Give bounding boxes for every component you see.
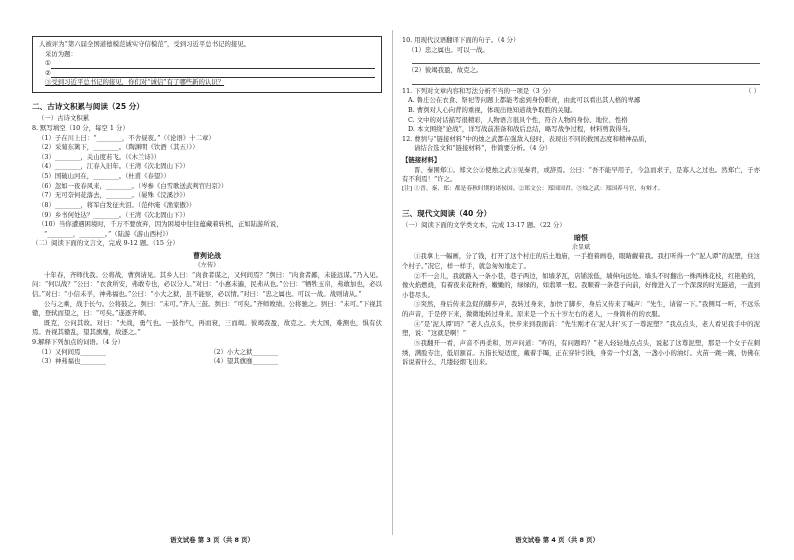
story-title: 暗恨: [574, 233, 588, 242]
box-q1-label: ①: [45, 59, 51, 68]
box-question-1: [39, 59, 375, 69]
right-column: [402, 36, 760, 368]
question-12-line-1: 12. 曹刿与“链接材料”中的烛之武都在强敌入侵时，表现出不同的救国态度和精神品质，: [402, 134, 651, 143]
q9-item: （2）小大之狱________: [210, 347, 278, 356]
answer-line[interactable]: [412, 76, 760, 85]
question-12-line-2: 请结合选文和“链接材料”，作简要分析。（4 分）: [414, 144, 552, 153]
subsection-1: （一）古诗文积累: [38, 114, 90, 123]
column-divider: [392, 30, 393, 535]
left-column: [32, 36, 382, 367]
q11-option: A. 鲁庄公在衣食、祭祀等问题上都能考虑到身份职责，由此可以看出其人格的卑鄙: [408, 96, 641, 105]
story-paragraph: ④“是‘泥人谭’吗？”老人点点头，快步来到我面前：“先生刚才在‘泥人轩’买了一尊泥塑？”我点点头，老人看见我手中的泥塑，说：“这就是啊！”: [402, 319, 760, 338]
box-line-1: 人被评为“第六届全国道德模范诚实守信模范”，受到习近平总书记的接见。: [39, 40, 251, 48]
q9-row: [32, 348, 382, 358]
q11-answer-paren[interactable]: （ ）: [745, 86, 760, 95]
box-q1-blank[interactable]: [51, 61, 375, 69]
link-material-title: 【链接材料】: [402, 156, 441, 165]
box-question-2: [39, 69, 375, 79]
question-10: 10. 用现代汉语翻译下面的句子。（4 分）: [402, 36, 520, 44]
answer-line[interactable]: [412, 55, 760, 64]
subsection-2: （二）阅读下面的文言文，完成 9-12 题。（15 分）: [32, 239, 179, 248]
section-2-title: 二、古诗文积累与阅读（25 分）: [32, 102, 144, 112]
q10-part-2: （2）彼竭我盈，故克之。: [408, 66, 483, 75]
question-9: 9.解释下列加点的词语。（4 分）: [32, 338, 125, 347]
story-paragraph: ①我拿上一幅画，分了钱，打开了这个村庄的后土地庙，一手抱着画卷，眼睛觑着我。我打听得一个“泥人谭”的泥塑，住这个村子。”况它，样一样手，就急匆匆地走了。: [402, 252, 760, 271]
poem-list: [32, 134, 382, 240]
q10-part-1: （1）忠之属也。可以一战。: [408, 45, 489, 54]
question-8: 8. 默写填空（10 分，每空 1 分）: [32, 124, 129, 133]
q9-item: （1）又何间焉________: [38, 347, 106, 356]
poem-item: （3）________，关山度若飞。（《木兰诗》）: [38, 152, 161, 161]
q9-item: （4）望其旗靡________: [210, 357, 278, 366]
section-3-title: 三、现代文阅读（40 分）: [402, 208, 492, 218]
story-paragraph: ②不一会儿，我就路入一条小巷，巷子两边，如墙茅瓦，店铺浓低，墙伸向远处。墙头不时翻出一株两株花枝，红艳艳的，像火焰燃烧，有着夜来花粉香，嫩嫩的，绿绿的，如翡翠一般。我顺着一条巷子向前，好像进入了一个深深的时光隧道，一直到小巷尽头。: [402, 271, 760, 299]
link-material-text: 晋、秦围郑①。郑文公②使烛之武③见秦君，或辞焉。公曰：“吾不能早用子，今急而求子，是寡人之过也。然郑亡，子亦有不利焉！”许之。: [402, 165, 760, 184]
box-question-3: ③受到习近平总书记的接见，你们对“诚信”有了哪些新的认识？: [45, 78, 225, 87]
poem-item: （1）子在川上曰：“________，不舍昼夜。”（《论语》十二章）: [38, 133, 215, 142]
article-paragraph: 既克，公问其故。对曰：“夫战，勇气也。一鼓作气，再而衰，三而竭。彼竭我盈，故克之。夫大国，难测也，惧有伏焉。吾视其辙乱，望其旗靡，故逐之。”: [32, 318, 382, 337]
interview-box: [32, 36, 382, 93]
q11-option: B. 曹刿对人心向背的重视，体现出他知道战争取胜的关键。: [408, 106, 577, 115]
poem-item: （4）________，江春入旧年。（王湾《次北固山下》）: [38, 162, 190, 171]
subsection-3: （一）阅读下面的文学类文本，完成 13-17 题。（22 分）: [402, 221, 566, 229]
story-paragraph: ⑤我翻开一看，声音不再柔和，厉声问道：“咋的，有问题吗？”老人轻轻地点点头，说起了这尊泥塑，那是一个女子在刺绣，满脸专注，低眉颔首。五指长短适度，戴着手镯，正在穿针引线，身旁一个灯盏，一盏小小的油灯。火苗一跳一跳，仿佛在诉说着什么，几缕轻烟飞出来。: [402, 338, 760, 367]
poem-item: （9）乡书何处达？________。（王湾《次北固山下》）: [38, 210, 190, 219]
article-paragraph: 公与之乘，战于长勺。公将鼓之。刿曰：“未可。”齐人三鼓。刿曰：“可矣。”齐师败绩。公将驰之。刿曰：“未可。”下视其辙，登轼而望之，曰：“可矣。”遂逐齐师。: [32, 299, 382, 318]
q9-item: （3）神弗福也________: [38, 357, 106, 366]
poem-item: （7）无可奈何花落去，________。（晏殊《浣溪沙》）: [38, 191, 190, 200]
poem-item: （6）忽如一夜春风来，________。（岑参《白雪歌送武判官归京》）: [38, 181, 228, 190]
poem-item: （2）采菊东篱下，________。（陶渊明《饮酒（其五）》）: [38, 143, 199, 152]
box-line-2: 采访为题：: [45, 49, 77, 58]
box-q2-blank[interactable]: [51, 70, 375, 78]
question-11: [402, 87, 760, 97]
story-author: 余显斌: [571, 244, 591, 252]
q11-text: 11. 下列对文章内容和写法分析不当的一项是（3 分）: [402, 86, 555, 95]
q11-option: D. 本文围绕“论战”，详写战前准备和战后总结，略写战争过程，材料剪裁得当。: [408, 125, 635, 134]
poem-item: （10）当你遭遇困境时，千万不要放弃，因为困境中往往蕴藏着转机，正如陆游所说，: [38, 220, 283, 229]
poem-item: （8）________，将军白发征夫泪。（范仲淹《渔家傲》）: [38, 200, 196, 209]
poem-item: “________，________。”（陆游《游山西村》）: [44, 229, 172, 238]
story-paragraph: ③突然，身后传来急促的脚步声，我转过身来，加快了脚步，身后又传来了喊声：“先生，请留一下。”我侧耳一听，不远乐的声音，于是停下来，微微地转过身来。原来是一个五十岁左右的老人，一身简朴的的衣服。: [402, 300, 760, 319]
box-q2-label: ②: [45, 68, 51, 77]
q9-row: [32, 357, 382, 367]
article-paragraph: 十年春，齐师伐我。公将战，曹刿请见。其乡人曰：“肉食者谋之，又何间焉？”刿曰：“肉食者鄙，未能远谋。”乃入见。问：“何以战？”公曰：“衣食所安，弗敢专也，必以分人。”对曰：“小惠未遍，民弗从也。”公曰：“牺牲玉帛，弗敢加也，必以信。”对曰：“小信未孚，神弗福也。”公曰：“小大之狱，虽不能察，必以情。”对曰：“忠之属也。可以一战。战则请从。”: [32, 270, 382, 298]
article-title: 曹刿论战: [193, 251, 221, 260]
q11-option: C. 文中的对话描写很精彩，人物语言很具个性，符合人物的身份、地位、性格: [408, 115, 628, 124]
article-author: 《左传》: [194, 262, 220, 270]
page-footer-left: 语文试卷 第 3 页（共 8 页）: [170, 536, 254, 545]
link-material-note: [注] ①晋、秦、郑：都是春秋时期的诸侯国。②郑文公：郑国国君。③烛之武：郑国养马官，有辩才。: [402, 185, 664, 192]
page-footer-right: 语文试卷 第 4 页（共 8 页）: [515, 536, 599, 545]
poem-item: （5）国破山河在，________。（杜甫《春望》）: [38, 172, 170, 181]
